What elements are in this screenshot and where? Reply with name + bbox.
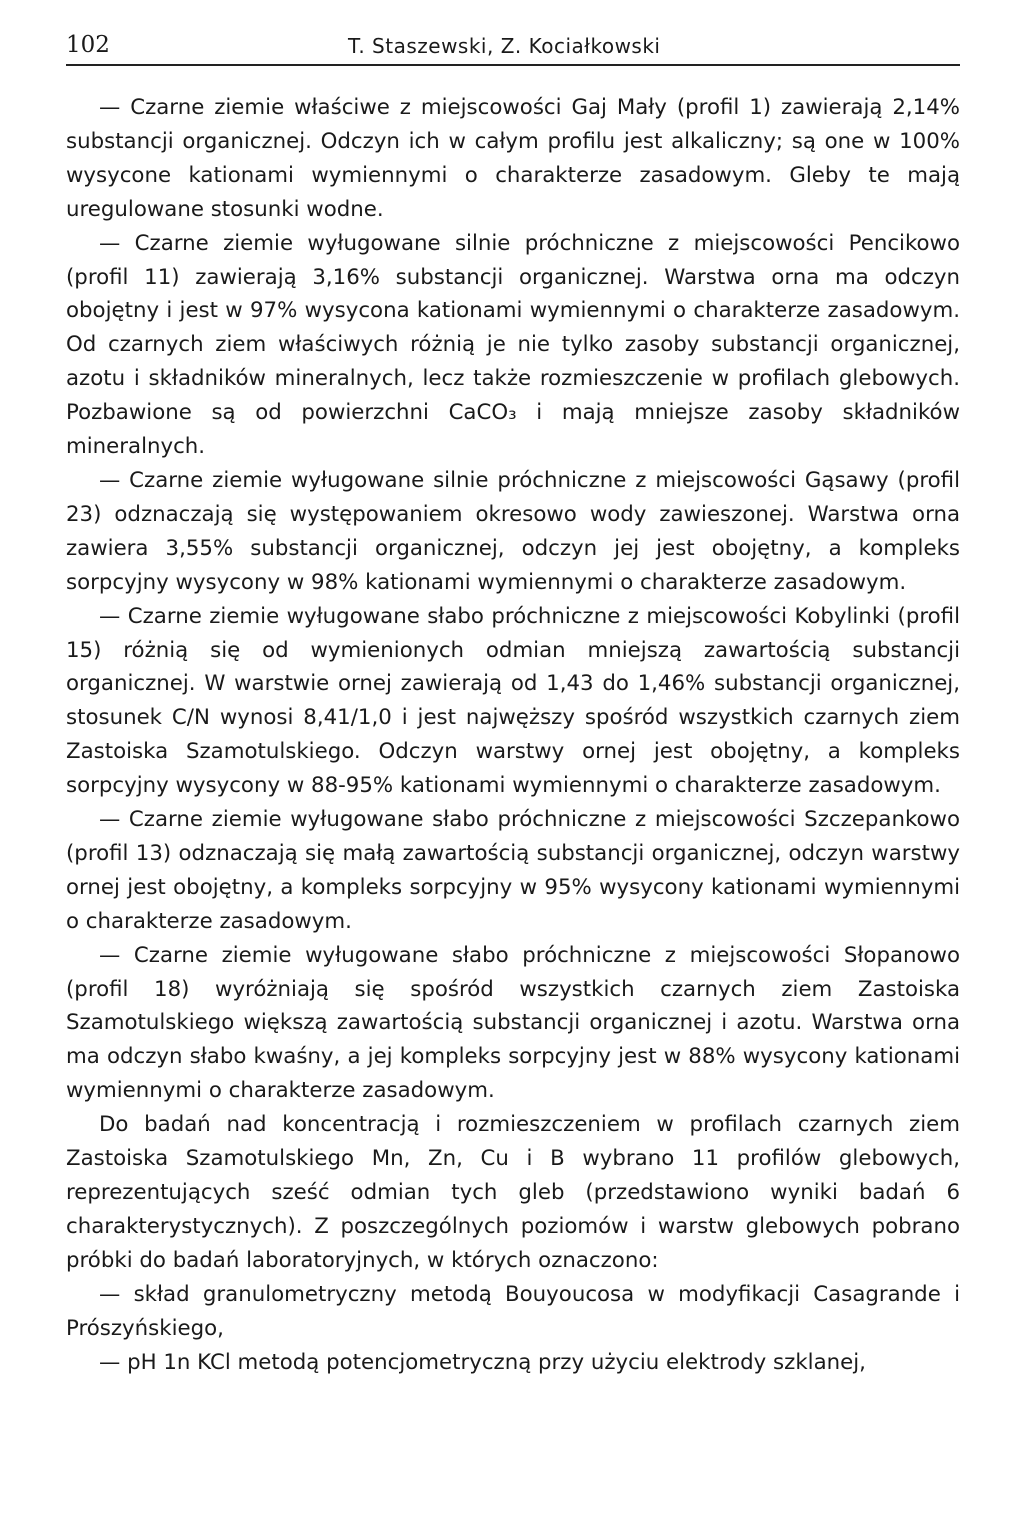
paragraph-slopanowo: — Czarne ziemie wyługowane słabo próchniczne z miejscowości Słopanowo (profil 18) wyróżniają się spośród wszystkich czarnych ziem Zastoiska Szamotulskiego większą zawartością substancji organicznej i azotu. Warstwa orna ma odczyn słabo kwaśny, a jej kompleks sorpcyjny jest w 88% wysycony kationami wymiennymi o charakterze zasadowym. xyxy=(66,942,960,1104)
paragraph-pencikowo: — Czarne ziemie wyługowane silnie próchniczne z miejscowości Pencikowo (profil 11) zawierają 3,16% substancji organicznej. Warstwa orna ma odczyn obojętny i jest w 97% wysycona kationami wymiennymi o charakterze zasadowym. Od czarnych ziem właściwych różnią je nie tylko zasoby substancji organicznej, azotu i składników mineralnych, lecz także rozmieszczenie w profilach glebowych. Pozbawione są od powierzchni CaCO₃ i mają mniejsze zasoby składników mineralnych. xyxy=(66,230,960,460)
body-text xyxy=(66,91,960,1379)
paragraph-methods-intro: Do badań nad koncentracją i rozmieszczeniem w profilach czarnych ziem Zastoiska Szamotulskiego Mn, Zn, Cu i B wybrano 11 profilów glebowych, reprezentujących sześć odmian tych gleb (przedstawiono wyniki badań 6 charakterystycznych). Z poszczególnych poziomów i warstw glebowych pobrano próbki do badań laboratoryjnych, w których oznaczono: xyxy=(66,1112,960,1273)
paragraph-szczepankowo: — Czarne ziemie wyługowane słabo próchniczne z miejscowości Szczepankowo (profil 13) odznaczają się małą zawartością substancji organicznej, odczyn warstwy ornej jest obojętny, a kompleks sorpcyjny w 95% wysycony kationami wymiennymi o charakterze zasadowym. xyxy=(66,807,960,934)
page-header xyxy=(66,30,960,66)
paragraph-kobylinki: — Czarne ziemie wyługowane słabo próchniczne z miejscowości Kobylinki (profil 15) różnią się od wymienionych odmian mniejszą zawartością substancji organicznej. W warstwie ornej zawierają od 1,43 do 1,46% substancji organicznej, stosunek C/N wynosi 8,41/1,0 i jest najwęższy spośród wszystkich czarnych ziem Zastoiska Szamotulskiego. Odczyn warstwy ornej jest obojętny, a kompleks sorpcyjny wysycony w 88-95% kationami wymiennymi o charakterze zasadowym. xyxy=(66,603,960,799)
paragraph-gasawy: — Czarne ziemie wyługowane silnie próchniczne z miejscowości Gąsawy (profil 23) odznaczają się występowaniem okresowo wody zawieszonej. Warstwa orna zawiera 3,55% substancji organicznej, odczyn jej jest obojętny, a kompleks sorpcyjny wysycony w 98% kationami wymiennymi o charakterze zasadowym. xyxy=(66,467,960,595)
paragraph-method-granulometry: — skład granulometryczny metodą Bouyoucosa w modyfikacji Casagrande i Prószyńskiego, xyxy=(66,1281,960,1341)
paragraph-gaj-maly: — Czarne ziemie właściwe z miejscowości Gaj Mały (profil 1) zawierają 2,14% substancji organicznej. Odczyn ich w całym profilu jest alkaliczny; są one w 100% wysycone kationami wymiennymi o charakterze zasadowym. Gleby te mają uregulowane stosunki wodne. xyxy=(66,95,960,222)
page-number: 102 xyxy=(66,32,110,58)
running-head: T. Staszewski, Z. Kociałkowski xyxy=(348,34,661,58)
paragraph-method-ph: — pH 1n KCl metodą potencjometryczną przy użyciu elektrody szklanej, xyxy=(99,1349,866,1375)
